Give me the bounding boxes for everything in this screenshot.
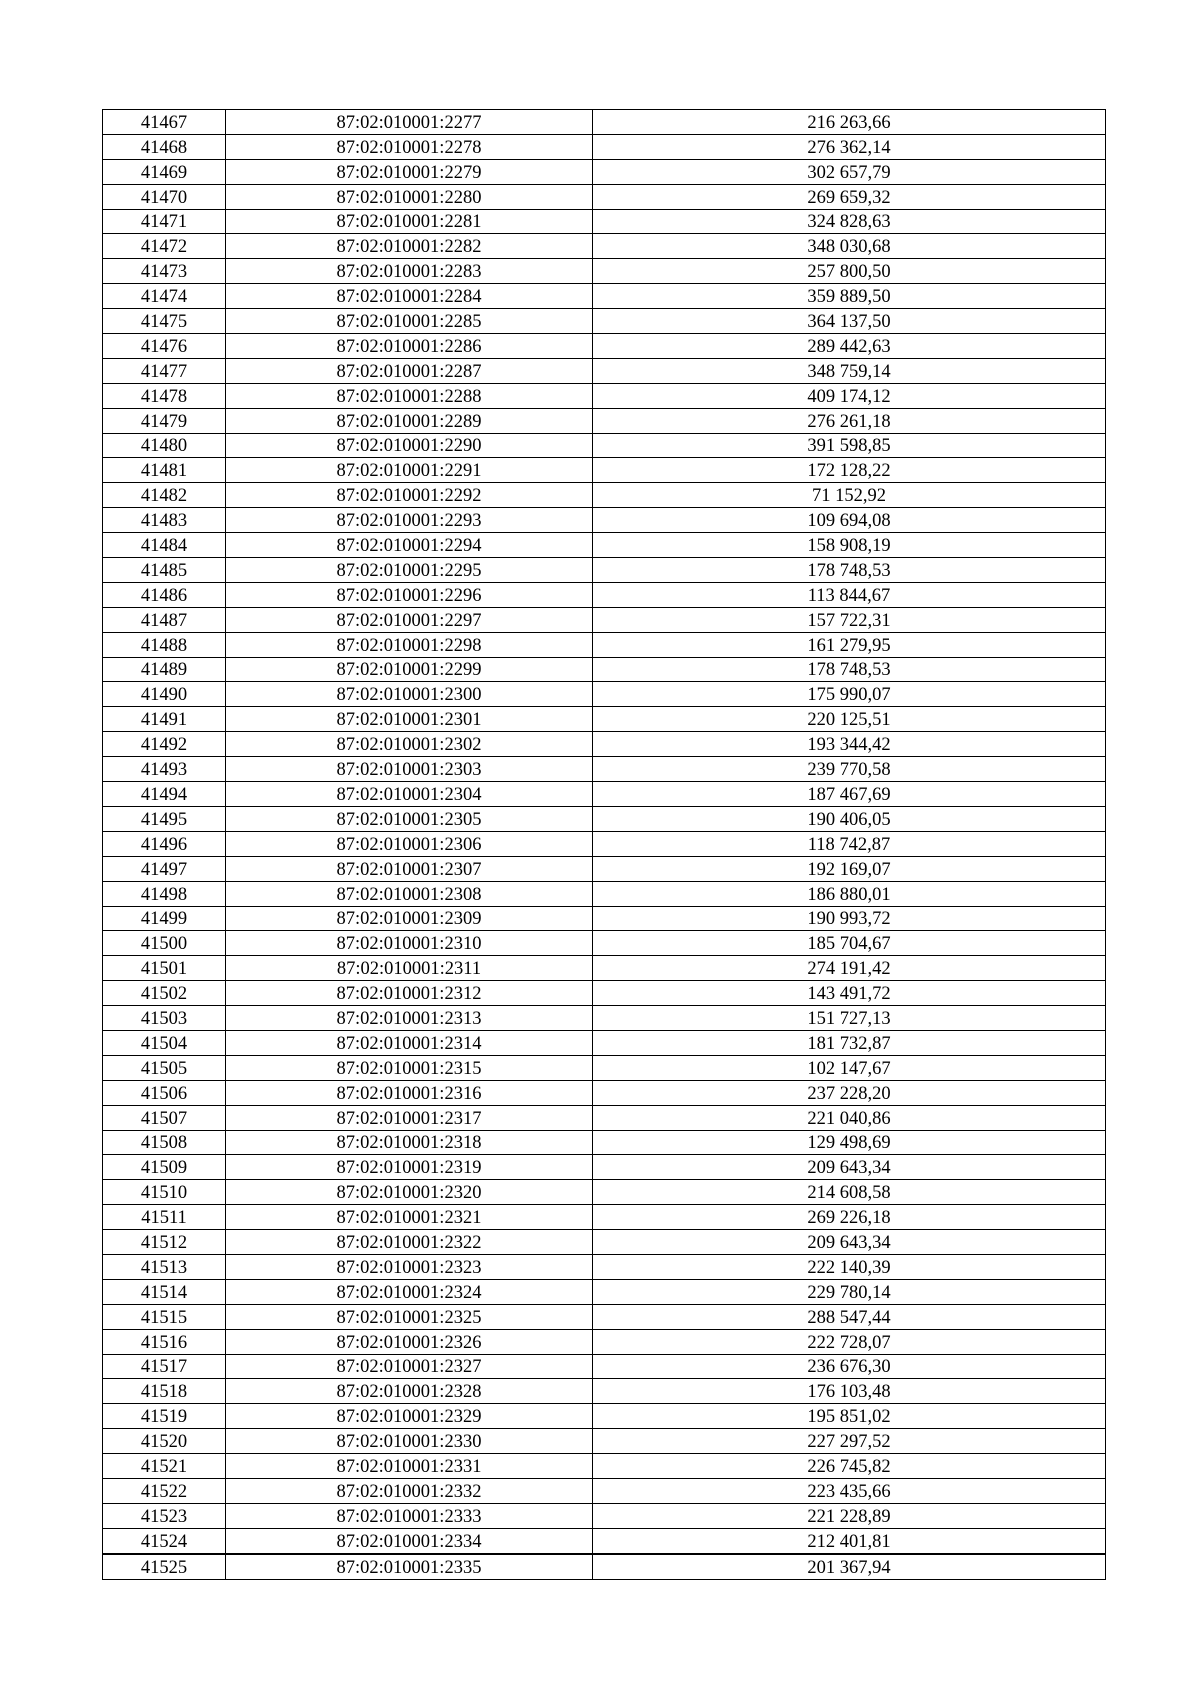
cadastral-value-cell: 276 261,18 bbox=[593, 408, 1106, 433]
row-number-cell: 41515 bbox=[103, 1304, 226, 1329]
cadastral-value-cell: 216 263,66 bbox=[593, 110, 1106, 135]
table-row bbox=[103, 1404, 1106, 1429]
row-number-cell: 41508 bbox=[103, 1130, 226, 1155]
row-number-cell: 41498 bbox=[103, 881, 226, 906]
cadastral-value-cell: 176 103,48 bbox=[593, 1379, 1106, 1404]
cadastral-number-cell: 87:02:010001:2291 bbox=[226, 458, 593, 483]
cadastral-value-cell: 229 780,14 bbox=[593, 1279, 1106, 1304]
cadastral-number-cell: 87:02:010001:2311 bbox=[226, 956, 593, 981]
row-number-cell: 41475 bbox=[103, 309, 226, 334]
cadastral-value-cell: 172 128,22 bbox=[593, 458, 1106, 483]
cadastral-value-cell: 221 228,89 bbox=[593, 1503, 1106, 1528]
cadastral-number-cell: 87:02:010001:2300 bbox=[226, 682, 593, 707]
table-row bbox=[103, 1429, 1106, 1454]
table-row bbox=[103, 1105, 1106, 1130]
table-row bbox=[103, 1180, 1106, 1205]
table-row bbox=[103, 732, 1106, 757]
table-row bbox=[103, 607, 1106, 632]
cadastral-number-cell: 87:02:010001:2329 bbox=[226, 1404, 593, 1429]
cadastral-number-cell: 87:02:010001:2281 bbox=[226, 209, 593, 234]
cadastral-number-cell: 87:02:010001:2313 bbox=[226, 1006, 593, 1031]
cadastral-value-cell: 214 608,58 bbox=[593, 1180, 1106, 1205]
table-row bbox=[103, 931, 1106, 956]
table-row bbox=[103, 831, 1106, 856]
row-number-cell: 41470 bbox=[103, 184, 226, 209]
row-number-cell: 41518 bbox=[103, 1379, 226, 1404]
table-row bbox=[103, 259, 1106, 284]
table-row bbox=[103, 782, 1106, 807]
row-number-cell: 41514 bbox=[103, 1279, 226, 1304]
cadastral-value-cell: 236 676,30 bbox=[593, 1354, 1106, 1379]
cadastral-value-cell: 276 362,14 bbox=[593, 134, 1106, 159]
row-number-cell: 41516 bbox=[103, 1329, 226, 1354]
cadastral-value-cell: 187 467,69 bbox=[593, 782, 1106, 807]
row-number-cell: 41478 bbox=[103, 383, 226, 408]
cadastral-number-cell: 87:02:010001:2302 bbox=[226, 732, 593, 757]
table-row bbox=[103, 1055, 1106, 1080]
cadastral-number-cell: 87:02:010001:2283 bbox=[226, 259, 593, 284]
cadastral-value-cell: 195 851,02 bbox=[593, 1404, 1106, 1429]
cadastral-number-cell: 87:02:010001:2282 bbox=[226, 234, 593, 259]
table-row bbox=[103, 309, 1106, 334]
row-number-cell: 41494 bbox=[103, 782, 226, 807]
cadastral-value-cell: 302 657,79 bbox=[593, 159, 1106, 184]
cadastral-value-cell: 227 297,52 bbox=[593, 1429, 1106, 1454]
row-number-cell: 41512 bbox=[103, 1230, 226, 1255]
row-number-cell: 41501 bbox=[103, 956, 226, 981]
row-number-cell: 41503 bbox=[103, 1006, 226, 1031]
row-number-cell: 41479 bbox=[103, 408, 226, 433]
table-row bbox=[103, 134, 1106, 159]
row-number-cell: 41517 bbox=[103, 1354, 226, 1379]
cadastral-value-cell: 289 442,63 bbox=[593, 334, 1106, 359]
cadastral-value-cell: 201 367,94 bbox=[593, 1554, 1106, 1579]
cadastral-number-cell: 87:02:010001:2301 bbox=[226, 707, 593, 732]
table-row bbox=[103, 1354, 1106, 1379]
cadastral-number-cell: 87:02:010001:2319 bbox=[226, 1155, 593, 1180]
row-number-cell: 41513 bbox=[103, 1254, 226, 1279]
cadastral-number-cell: 87:02:010001:2280 bbox=[226, 184, 593, 209]
table-row bbox=[103, 1205, 1106, 1230]
table-row bbox=[103, 956, 1106, 981]
row-number-cell: 41504 bbox=[103, 1030, 226, 1055]
cadastral-number-cell: 87:02:010001:2309 bbox=[226, 906, 593, 931]
table-row bbox=[103, 358, 1106, 383]
table-row bbox=[103, 1454, 1106, 1479]
row-number-cell: 41490 bbox=[103, 682, 226, 707]
cadastral-number-cell: 87:02:010001:2331 bbox=[226, 1454, 593, 1479]
table-row bbox=[103, 184, 1106, 209]
cadastral-value-cell: 178 748,53 bbox=[593, 558, 1106, 583]
table-row bbox=[103, 657, 1106, 682]
row-number-cell: 41499 bbox=[103, 906, 226, 931]
cadastral-value-cell: 113 844,67 bbox=[593, 582, 1106, 607]
table-row bbox=[103, 1304, 1106, 1329]
cadastral-value-cell: 190 993,72 bbox=[593, 906, 1106, 931]
cadastral-value-cell: 348 759,14 bbox=[593, 358, 1106, 383]
row-number-cell: 41500 bbox=[103, 931, 226, 956]
row-number-cell: 41474 bbox=[103, 284, 226, 309]
cadastral-value-cell: 288 547,44 bbox=[593, 1304, 1106, 1329]
row-number-cell: 41523 bbox=[103, 1503, 226, 1528]
cadastral-number-cell: 87:02:010001:2279 bbox=[226, 159, 593, 184]
cadastral-value-cell: 391 598,85 bbox=[593, 433, 1106, 458]
cadastral-number-cell: 87:02:010001:2299 bbox=[226, 657, 593, 682]
row-number-cell: 41476 bbox=[103, 334, 226, 359]
row-number-cell: 41484 bbox=[103, 533, 226, 558]
table-row bbox=[103, 757, 1106, 782]
row-number-cell: 41483 bbox=[103, 508, 226, 533]
table-row bbox=[103, 483, 1106, 508]
cadastral-number-cell: 87:02:010001:2298 bbox=[226, 632, 593, 657]
table-row bbox=[103, 682, 1106, 707]
table-row bbox=[103, 1329, 1106, 1354]
table-row bbox=[103, 1230, 1106, 1255]
cadastral-value-cell: 239 770,58 bbox=[593, 757, 1106, 782]
row-number-cell: 41482 bbox=[103, 483, 226, 508]
cadastral-number-cell: 87:02:010001:2327 bbox=[226, 1354, 593, 1379]
cadastral-value-cell: 190 406,05 bbox=[593, 806, 1106, 831]
cadastral-number-cell: 87:02:010001:2335 bbox=[226, 1554, 593, 1579]
table-row bbox=[103, 458, 1106, 483]
row-number-cell: 41485 bbox=[103, 558, 226, 583]
table-row bbox=[103, 433, 1106, 458]
table-row bbox=[103, 1478, 1106, 1503]
table-row bbox=[103, 209, 1106, 234]
table-row bbox=[103, 856, 1106, 881]
row-number-cell: 41493 bbox=[103, 757, 226, 782]
table-row bbox=[103, 881, 1106, 906]
cadastral-value-cell: 102 147,67 bbox=[593, 1055, 1106, 1080]
table-row bbox=[103, 1080, 1106, 1105]
row-number-cell: 41481 bbox=[103, 458, 226, 483]
cadastral-number-cell: 87:02:010001:2323 bbox=[226, 1254, 593, 1279]
table-row bbox=[103, 1130, 1106, 1155]
cadastral-value-cell: 192 169,07 bbox=[593, 856, 1106, 881]
table-body bbox=[103, 110, 1106, 1580]
cadastral-number-cell: 87:02:010001:2294 bbox=[226, 533, 593, 558]
cadastral-value-table bbox=[102, 109, 1106, 1580]
table-row bbox=[103, 408, 1106, 433]
cadastral-number-cell: 87:02:010001:2314 bbox=[226, 1030, 593, 1055]
row-number-cell: 41496 bbox=[103, 831, 226, 856]
row-number-cell: 41522 bbox=[103, 1478, 226, 1503]
table-row bbox=[103, 1554, 1106, 1579]
row-number-cell: 41497 bbox=[103, 856, 226, 881]
table-row bbox=[103, 159, 1106, 184]
cadastral-value-cell: 161 279,95 bbox=[593, 632, 1106, 657]
table-row bbox=[103, 806, 1106, 831]
cadastral-number-cell: 87:02:010001:2289 bbox=[226, 408, 593, 433]
table-row bbox=[103, 234, 1106, 259]
cadastral-value-cell: 324 828,63 bbox=[593, 209, 1106, 234]
cadastral-number-cell: 87:02:010001:2297 bbox=[226, 607, 593, 632]
cadastral-number-cell: 87:02:010001:2326 bbox=[226, 1329, 593, 1354]
cadastral-value-cell: 209 643,34 bbox=[593, 1230, 1106, 1255]
row-number-cell: 41489 bbox=[103, 657, 226, 682]
row-number-cell: 41524 bbox=[103, 1528, 226, 1553]
row-number-cell: 41507 bbox=[103, 1105, 226, 1130]
table-row bbox=[103, 334, 1106, 359]
cadastral-value-cell: 223 435,66 bbox=[593, 1478, 1106, 1503]
table-row bbox=[103, 558, 1106, 583]
cadastral-number-cell: 87:02:010001:2320 bbox=[226, 1180, 593, 1205]
table-row bbox=[103, 1279, 1106, 1304]
cadastral-value-cell: 129 498,69 bbox=[593, 1130, 1106, 1155]
table-row bbox=[103, 1030, 1106, 1055]
table-row bbox=[103, 981, 1106, 1006]
row-number-cell: 41467 bbox=[103, 110, 226, 135]
table-row bbox=[103, 383, 1106, 408]
cadastral-value-cell: 222 728,07 bbox=[593, 1329, 1106, 1354]
cadastral-value-cell: 181 732,87 bbox=[593, 1030, 1106, 1055]
cadastral-value-cell: 359 889,50 bbox=[593, 284, 1106, 309]
cadastral-value-cell: 151 727,13 bbox=[593, 1006, 1106, 1031]
cadastral-number-cell: 87:02:010001:2292 bbox=[226, 483, 593, 508]
cadastral-number-cell: 87:02:010001:2285 bbox=[226, 309, 593, 334]
cadastral-number-cell: 87:02:010001:2308 bbox=[226, 881, 593, 906]
cadastral-number-cell: 87:02:010001:2330 bbox=[226, 1429, 593, 1454]
table-row bbox=[103, 582, 1106, 607]
cadastral-number-cell: 87:02:010001:2315 bbox=[226, 1055, 593, 1080]
row-number-cell: 41519 bbox=[103, 1404, 226, 1429]
cadastral-number-cell: 87:02:010001:2318 bbox=[226, 1130, 593, 1155]
cadastral-number-cell: 87:02:010001:2305 bbox=[226, 806, 593, 831]
table-row bbox=[103, 1503, 1106, 1528]
cadastral-value-cell: 226 745,82 bbox=[593, 1454, 1106, 1479]
cadastral-value-cell: 157 722,31 bbox=[593, 607, 1106, 632]
cadastral-value-cell: 274 191,42 bbox=[593, 956, 1106, 981]
row-number-cell: 41469 bbox=[103, 159, 226, 184]
row-number-cell: 41491 bbox=[103, 707, 226, 732]
cadastral-number-cell: 87:02:010001:2296 bbox=[226, 582, 593, 607]
table-row bbox=[103, 110, 1106, 135]
cadastral-number-cell: 87:02:010001:2306 bbox=[226, 831, 593, 856]
cadastral-number-cell: 87:02:010001:2328 bbox=[226, 1379, 593, 1404]
cadastral-value-cell: 221 040,86 bbox=[593, 1105, 1106, 1130]
table-row bbox=[103, 1528, 1106, 1553]
cadastral-number-cell: 87:02:010001:2277 bbox=[226, 110, 593, 135]
cadastral-number-cell: 87:02:010001:2287 bbox=[226, 358, 593, 383]
cadastral-value-cell: 209 643,34 bbox=[593, 1155, 1106, 1180]
table-row bbox=[103, 1155, 1106, 1180]
cadastral-value-cell: 143 491,72 bbox=[593, 981, 1106, 1006]
row-number-cell: 41502 bbox=[103, 981, 226, 1006]
cadastral-number-cell: 87:02:010001:2321 bbox=[226, 1205, 593, 1230]
row-number-cell: 41525 bbox=[103, 1554, 226, 1579]
row-number-cell: 41511 bbox=[103, 1205, 226, 1230]
row-number-cell: 41488 bbox=[103, 632, 226, 657]
row-number-cell: 41492 bbox=[103, 732, 226, 757]
row-number-cell: 41472 bbox=[103, 234, 226, 259]
row-number-cell: 41505 bbox=[103, 1055, 226, 1080]
cadastral-number-cell: 87:02:010001:2295 bbox=[226, 558, 593, 583]
cadastral-value-cell: 158 908,19 bbox=[593, 533, 1106, 558]
row-number-cell: 41473 bbox=[103, 259, 226, 284]
table-row bbox=[103, 707, 1106, 732]
row-number-cell: 41509 bbox=[103, 1155, 226, 1180]
table-row bbox=[103, 533, 1106, 558]
row-number-cell: 41521 bbox=[103, 1454, 226, 1479]
cadastral-value-cell: 185 704,67 bbox=[593, 931, 1106, 956]
table-row bbox=[103, 284, 1106, 309]
cadastral-number-cell: 87:02:010001:2304 bbox=[226, 782, 593, 807]
row-number-cell: 41495 bbox=[103, 806, 226, 831]
cadastral-value-cell: 193 344,42 bbox=[593, 732, 1106, 757]
cadastral-value-cell: 269 659,32 bbox=[593, 184, 1106, 209]
table-row bbox=[103, 1006, 1106, 1031]
cadastral-number-cell: 87:02:010001:2286 bbox=[226, 334, 593, 359]
cadastral-number-cell: 87:02:010001:2307 bbox=[226, 856, 593, 881]
cadastral-value-cell: 109 694,08 bbox=[593, 508, 1106, 533]
cadastral-number-cell: 87:02:010001:2325 bbox=[226, 1304, 593, 1329]
cadastral-value-cell: 118 742,87 bbox=[593, 831, 1106, 856]
table-row bbox=[103, 1379, 1106, 1404]
cadastral-number-cell: 87:02:010001:2334 bbox=[226, 1528, 593, 1553]
row-number-cell: 41477 bbox=[103, 358, 226, 383]
cadastral-number-cell: 87:02:010001:2324 bbox=[226, 1279, 593, 1304]
cadastral-number-cell: 87:02:010001:2290 bbox=[226, 433, 593, 458]
cadastral-value-cell: 237 228,20 bbox=[593, 1080, 1106, 1105]
row-number-cell: 41520 bbox=[103, 1429, 226, 1454]
cadastral-value-cell: 409 174,12 bbox=[593, 383, 1106, 408]
cadastral-number-cell: 87:02:010001:2284 bbox=[226, 284, 593, 309]
row-number-cell: 41506 bbox=[103, 1080, 226, 1105]
cadastral-number-cell: 87:02:010001:2310 bbox=[226, 931, 593, 956]
cadastral-value-cell: 269 226,18 bbox=[593, 1205, 1106, 1230]
row-number-cell: 41468 bbox=[103, 134, 226, 159]
cadastral-number-cell: 87:02:010001:2312 bbox=[226, 981, 593, 1006]
cadastral-value-cell: 222 140,39 bbox=[593, 1254, 1106, 1279]
cadastral-number-cell: 87:02:010001:2322 bbox=[226, 1230, 593, 1255]
cadastral-number-cell: 87:02:010001:2288 bbox=[226, 383, 593, 408]
cadastral-value-cell: 212 401,81 bbox=[593, 1528, 1106, 1553]
table-row bbox=[103, 906, 1106, 931]
row-number-cell: 41487 bbox=[103, 607, 226, 632]
cadastral-value-cell: 71 152,92 bbox=[593, 483, 1106, 508]
table-row bbox=[103, 632, 1106, 657]
table-row bbox=[103, 1254, 1106, 1279]
cadastral-value-cell: 348 030,68 bbox=[593, 234, 1106, 259]
cadastral-value-cell: 186 880,01 bbox=[593, 881, 1106, 906]
row-number-cell: 41486 bbox=[103, 582, 226, 607]
cadastral-number-cell: 87:02:010001:2293 bbox=[226, 508, 593, 533]
cadastral-value-cell: 220 125,51 bbox=[593, 707, 1106, 732]
cadastral-value-cell: 257 800,50 bbox=[593, 259, 1106, 284]
cadastral-number-cell: 87:02:010001:2317 bbox=[226, 1105, 593, 1130]
row-number-cell: 41480 bbox=[103, 433, 226, 458]
cadastral-number-cell: 87:02:010001:2316 bbox=[226, 1080, 593, 1105]
cadastral-number-cell: 87:02:010001:2278 bbox=[226, 134, 593, 159]
cadastral-value-cell: 178 748,53 bbox=[593, 657, 1106, 682]
cadastral-value-cell: 364 137,50 bbox=[593, 309, 1106, 334]
row-number-cell: 41471 bbox=[103, 209, 226, 234]
row-number-cell: 41510 bbox=[103, 1180, 226, 1205]
cadastral-number-cell: 87:02:010001:2333 bbox=[226, 1503, 593, 1528]
table-row bbox=[103, 508, 1106, 533]
cadastral-number-cell: 87:02:010001:2303 bbox=[226, 757, 593, 782]
cadastral-number-cell: 87:02:010001:2332 bbox=[226, 1478, 593, 1503]
cadastral-value-cell: 175 990,07 bbox=[593, 682, 1106, 707]
